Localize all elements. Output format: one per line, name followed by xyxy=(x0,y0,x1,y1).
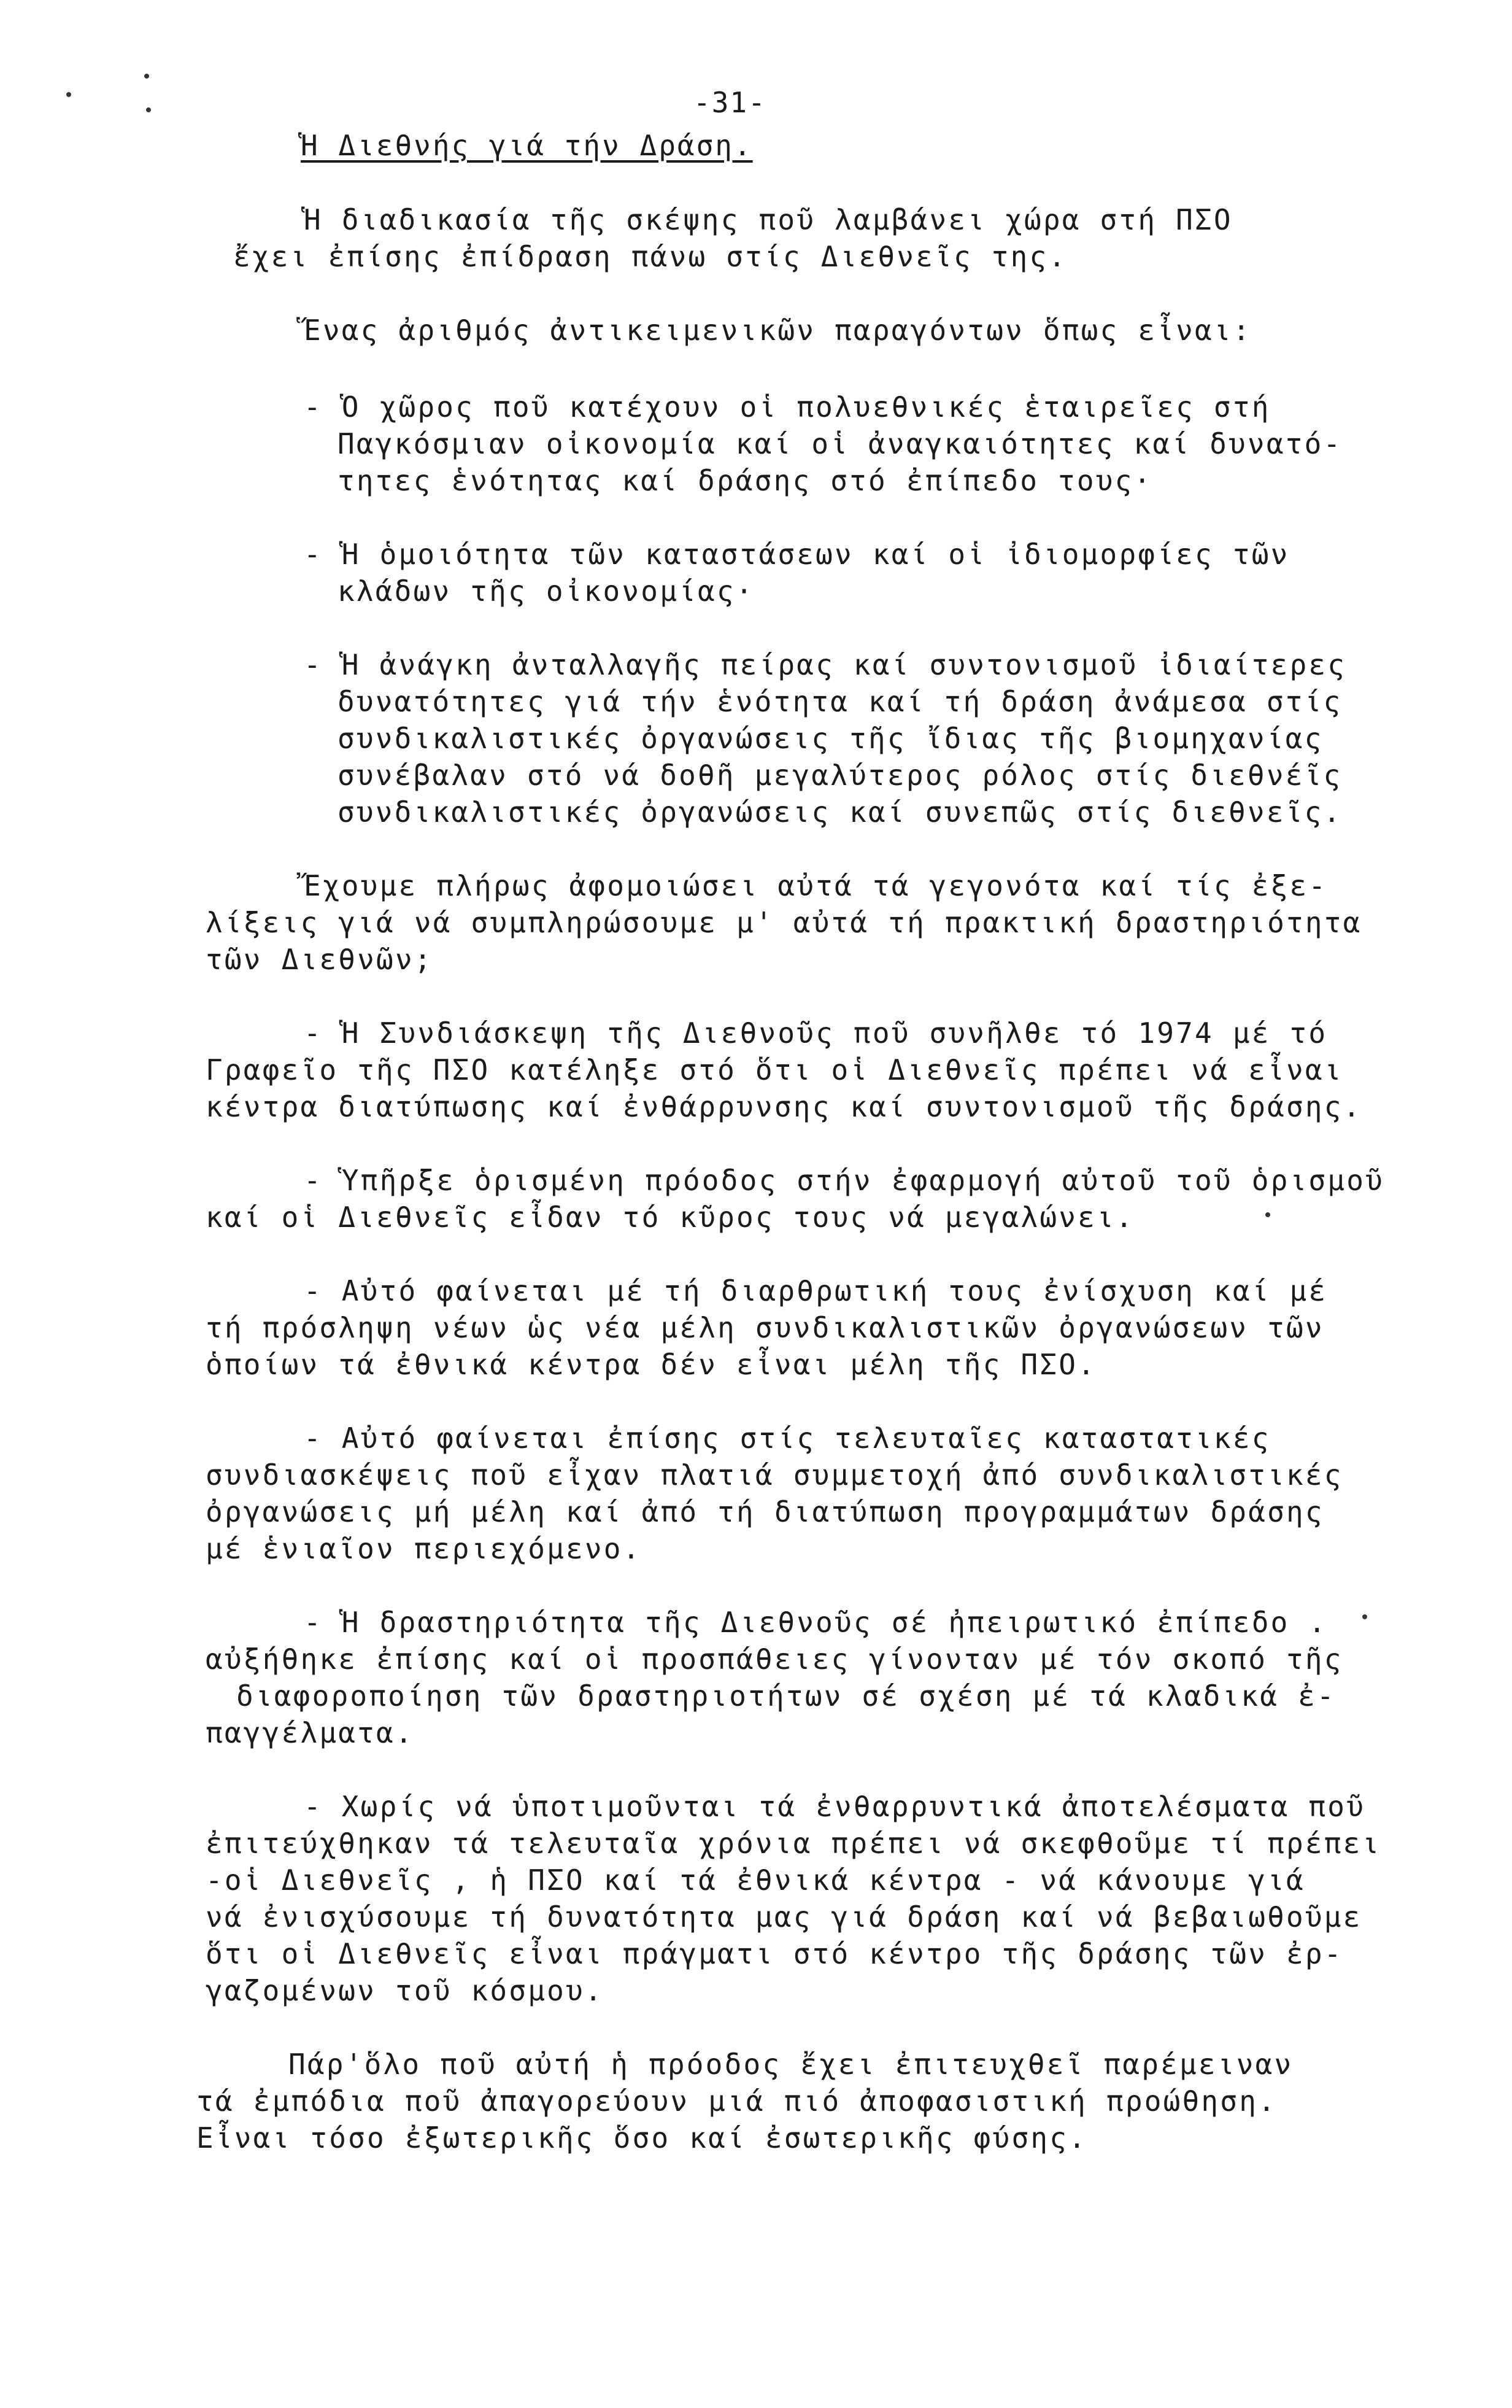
text-line: Ἔχουμε πλήρως ἀφομοιώσει αὐτά τά γεγονότα καί τίς ἐξε- xyxy=(304,869,1328,902)
text-line: μέ ἑνιαῖον περιεχόμενο. xyxy=(206,1532,642,1565)
speck xyxy=(1362,1614,1367,1619)
text-line: λίξεις γιά νά συμπληρώσουμε μ' αὐτά τή πρακτική δραστηριότητα xyxy=(206,906,1362,939)
speck xyxy=(146,107,151,112)
text-line: συνδικαλιστικές ὀργανώσεις τῆς ἴδιας τῆς βιομηχανίας xyxy=(338,722,1324,755)
text-line: ὅτι οἱ Διεθνεῖς εἶναι πράγματι στό κέντρο τῆς δράσης τῶν ἐρ- xyxy=(206,1937,1343,1970)
text-line: καί οἱ Διεθνεῖς εἶδαν τό κῦρος τους νά μεγαλώνει. xyxy=(206,1201,1135,1234)
speck xyxy=(66,92,71,97)
text-line: συνδιασκέψεις ποῦ εἶχαν πλατιά συμμετοχή ἀπό συνδικαλιστικές xyxy=(206,1458,1343,1492)
text-line: - Ὑπῆρξε ὁρισμένη πρόοδος στήν ἐφαρμογή αὐτοῦ τοῦ ὁρισμοῦ xyxy=(304,1164,1384,1197)
text-line: γαζομένων τοῦ κόσμου. xyxy=(206,1974,604,2007)
text-line: - Αὐτό φαίνεται ἐπίσης στίς τελευταῖες καταστατικές xyxy=(304,1422,1271,1455)
page-number: -31- xyxy=(693,86,766,119)
text-line: διαφοροποίηση τῶν δραστηριοτήτων σέ σχέση μέ τά κλαδικά ἐ- xyxy=(236,1679,1336,1713)
text-line: κλάδων τῆς οἰκονομίας· xyxy=(338,575,755,608)
text-line: τά ἐμπόδια ποῦ ἀπαγορεύουν μιά πιό ἀποφασιστική προώθηση. xyxy=(196,2085,1277,2118)
text-line: συνέβαλαν στό νά δοθῆ μεγαλύτερος ρόλος στίς διεθνέῖς xyxy=(338,759,1343,792)
text-line: Πάρ'ὅλο ποῦ αὐτή ἡ πρόοδος ἔχει ἐπιτευχθεῖ παρέμειναν xyxy=(288,2048,1294,2081)
text-line: Ἕνας ἀριθμός ἀντικειμενικῶν παραγόντων ὅπως εἶναι: xyxy=(304,314,1252,347)
text-line: ἔχει ἐπίσης ἐπίδραση πάνω στίς Διεθνεῖς της. xyxy=(233,240,1068,273)
text-line: -οἱ Διεθνεῖς , ἡ ΠΣΟ καί τά ἐθνικά κέντρα - νά κάνουμε γιά xyxy=(206,1864,1305,1897)
text-line: Εἶναι τόσο ἐξωτερικῆς ὅσο καί ἐσωτερικῆς φύσης. xyxy=(196,2121,1088,2154)
text-line: παγγέλματα. xyxy=(206,1716,414,1749)
text-line: - Χωρίς νά ὑποτιμοῦνται τά ἐνθαρρυντικά ἀποτελέσματα ποῦ xyxy=(304,1790,1366,1823)
section-title: Ἡ Διεθνής γιά τήν Δράση. xyxy=(301,129,753,162)
text-line: ἐπιτεύχθηκαν τά τελευταῖα χρόνια πρέπει νά σκεφθοῦμε τί πρέπει xyxy=(206,1827,1381,1860)
text-line: τή πρόσληψη νέων ὡς νέα μέλη συνδικαλιστικῶν ὀργανώσεων τῶν xyxy=(206,1311,1324,1344)
text-line: ὁποίων τά ἐθνικά κέντρα δέν εἶναι μέλη τῆς ΠΣΟ. xyxy=(206,1348,1097,1381)
text-line: δυνατότητες γιά τήν ἑνότητα καί τή δράση ἀνάμεσα στίς xyxy=(338,685,1343,718)
text-line: τητες ἑνότητας καί δράσης στό ἐπίπεδο τους· xyxy=(338,464,1153,497)
text-line: - Ἡ ἀνάγκη ἀνταλλαγῆς πείρας καί συντονισμοῦ ἰδιαίτερες xyxy=(304,648,1347,681)
text-line: νά ἐνισχύσουμε τή δυνατότητα μας γιά δράση καί νά βεβαιωθοῦμε xyxy=(206,1900,1362,1934)
text-line: Ἡ διαδικασία τῆς σκέψης ποῦ λαμβάνει χώρα στή ΠΣΟ xyxy=(304,203,1233,236)
text-line: Γραφεῖο τῆς ΠΣΟ κατέληξε στό ὅτι οἱ Διεθνεῖς πρέπει νά εἶναι xyxy=(206,1053,1343,1086)
text-line: - Ἡ Συνδιάσκεψη τῆς Διεθνοῦς ποῦ συνῆλθε τό 1974 μέ τό xyxy=(304,1016,1328,1050)
text-line: - Ὁ χῶρος ποῦ κατέχουν οἱ πολυεθνικές ἑταιρεῖες στή xyxy=(304,390,1271,424)
text-line: - Ἡ δραστηριότητα τῆς Διεθνοῦς σέ ἠπειρωτικό ἐπίπεδο . xyxy=(304,1606,1328,1639)
text-line: ὀργανώσεις μή μέλη καί ἀπό τή διατύπωση προγραμμάτων δράσης xyxy=(206,1495,1324,1528)
speck xyxy=(1265,1212,1270,1217)
text-line: κέντρα διατύπωσης καί ἐνθάρρυνσης καί συντονισμοῦ τῆς δράσης. xyxy=(206,1090,1362,1123)
text-line: αὐξήθηκε ἐπίσης καί οἱ προσπάθειες γίνονταν μέ τόν σκοπό τῆς xyxy=(206,1643,1343,1676)
text-line: συνδικαλιστικές ὀργανώσεις καί συνεπῶς στίς διεθνεῖς. xyxy=(338,796,1343,829)
text-line: Παγκόσμιαν οἰκονομία καί οἱ ἀναγκαιότητες καί δυνατό- xyxy=(338,427,1343,460)
text-line: - Αὐτό φαίνεται μέ τή διαρθρωτική τους ἐνίσχυση καί μέ xyxy=(304,1274,1328,1307)
text-line: τῶν Διεθνῶν; xyxy=(206,943,433,976)
text-line: - Ἡ ὁμοιότητα τῶν καταστάσεων καί οἱ ἰδιομορφίες τῶν xyxy=(304,538,1290,571)
speck xyxy=(144,74,149,79)
